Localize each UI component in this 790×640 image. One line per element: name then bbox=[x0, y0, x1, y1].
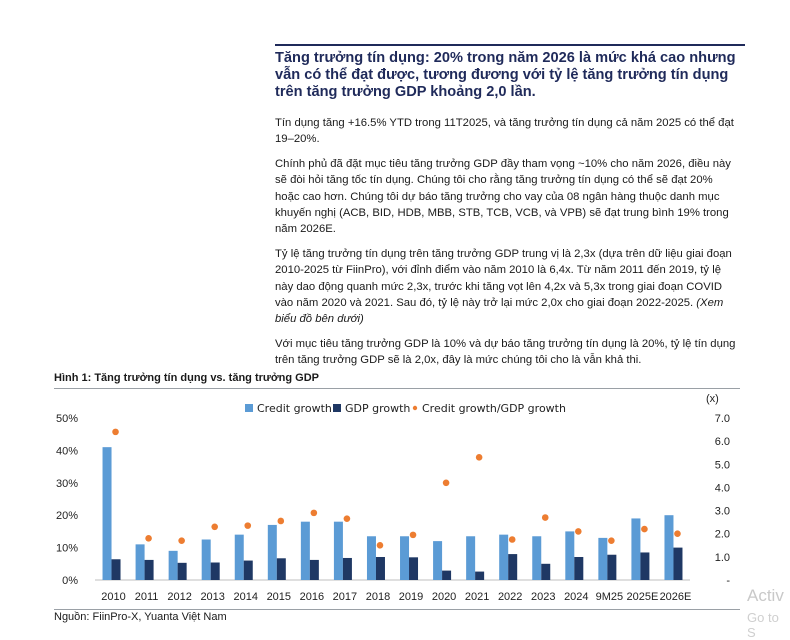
ratio-point bbox=[443, 480, 450, 487]
paragraph-2: Chính phủ đã đặt mục tiêu tăng trưởng GDP đầy tham vọng ~10% cho năm 2026, điều này sẽ đòi hỏi tăng tốc tín dụng. Chúng tôi cho rằng tăng trưởng tín dụng có thể sẽ đạt 20% hoặc cao hơn. Chúng tôi dự báo tăng trưởng cho vay của 08 ngân hàng thuộc danh mục khuyến nghị (ACB, BID, HDB, MBB, STB, TCB, VCB, và VPB) sẽ đạt trung bình 19% trong năm 2026E. bbox=[275, 157, 731, 236]
credit-growth-bar bbox=[466, 536, 475, 580]
gdp-growth-bar bbox=[376, 557, 385, 580]
ratio-point bbox=[410, 532, 417, 539]
legend-credit-label: Credit growth bbox=[257, 402, 332, 415]
ratio-point bbox=[178, 537, 185, 544]
ratio-point bbox=[674, 530, 681, 537]
y-right-tick-label: 4.0 bbox=[714, 482, 730, 495]
ratio-point bbox=[377, 542, 384, 549]
y-right-tick-label: 5.0 bbox=[714, 459, 730, 472]
ratio-point bbox=[244, 522, 251, 529]
ratio-point bbox=[542, 514, 549, 521]
legend-credit-swatch bbox=[245, 404, 253, 412]
ratio-point bbox=[311, 510, 318, 517]
gdp-growth-bar bbox=[508, 554, 517, 580]
y-left-tick-label: 40% bbox=[55, 445, 78, 458]
x-tick-label: 2021 bbox=[464, 591, 490, 603]
gdp-growth-bar bbox=[673, 548, 682, 580]
credit-growth-bar bbox=[103, 447, 112, 580]
x-tick-label: 2014 bbox=[233, 591, 258, 603]
credit-growth-bar bbox=[664, 515, 673, 580]
gdp-growth-bar bbox=[277, 558, 286, 580]
ratio-point bbox=[509, 536, 516, 543]
y-right-tick-label: 6.0 bbox=[714, 436, 730, 449]
x-tick-label: 2026E bbox=[659, 591, 692, 603]
activation-watermark: Activ bbox=[747, 586, 784, 605]
gdp-growth-bar bbox=[211, 563, 220, 580]
gdp-growth-bar bbox=[409, 557, 418, 580]
y-right-unit-label: (x) bbox=[706, 393, 719, 405]
gdp-growth-bar bbox=[244, 561, 253, 580]
x-tick-label: 2010 bbox=[101, 591, 126, 603]
gdp-growth-bar bbox=[640, 552, 649, 580]
x-tick-label: 2022 bbox=[497, 591, 523, 603]
credit-growth-bar bbox=[631, 518, 640, 580]
ratio-point bbox=[641, 526, 648, 533]
section-heading bbox=[275, 44, 745, 101]
legend-ratio-label: Credit growth/GDP growth bbox=[422, 402, 566, 415]
credit-growth-bar bbox=[499, 535, 508, 580]
credit-growth-bar bbox=[301, 522, 310, 580]
y-left-tick-label: 50% bbox=[55, 413, 78, 425]
credit-gdp-chart bbox=[50, 390, 740, 608]
activation-watermark-sub: Go to S bbox=[747, 610, 779, 640]
source-note: Nguồn: FiinPro-X, Yuanta Việt Nam bbox=[54, 609, 740, 623]
y-left-tick-label: 0% bbox=[62, 575, 78, 587]
ratio-point bbox=[145, 535, 152, 542]
x-tick-label: 2016 bbox=[299, 591, 325, 603]
heading-text: Tăng trưởng tín dụng: 20% trong năm 2026 là mức khá cao nhưng vẫn có thể đạt được, tương đương với tỷ lệ tăng trưởng tín dụng trên tăng trưởng GDP khoảng 2,0 lần. bbox=[275, 50, 736, 100]
paragraph-3-note: (Xem biểu đồ bên dưới) bbox=[275, 297, 724, 326]
legend-gdp-label: GDP growth bbox=[345, 402, 411, 415]
ratio-point bbox=[112, 429, 119, 436]
credit-growth-bar bbox=[433, 541, 442, 580]
y-right-tick-label: 7.0 bbox=[714, 413, 730, 425]
legend-gdp-swatch bbox=[333, 404, 341, 412]
x-tick-label: 2018 bbox=[365, 591, 391, 603]
y-left-tick-label: 20% bbox=[55, 510, 78, 523]
gdp-growth-bar bbox=[178, 563, 187, 580]
y-right-tick-label: 3.0 bbox=[714, 505, 730, 518]
credit-growth-bar bbox=[136, 544, 145, 580]
credit-growth-bar bbox=[235, 535, 244, 580]
gdp-growth-bar bbox=[310, 560, 319, 580]
gdp-growth-bar bbox=[112, 559, 121, 580]
ratio-point bbox=[608, 537, 615, 544]
credit-growth-bar bbox=[565, 531, 574, 580]
y-right-tick-label: 2.0 bbox=[714, 528, 730, 541]
x-tick-label: 2024 bbox=[564, 591, 589, 603]
credit-growth-bar bbox=[367, 536, 376, 580]
ratio-point bbox=[575, 528, 582, 535]
paragraph-1: Tín dụng tăng +16.5% YTD trong 11T2025, và tăng trưởng tín dụng cả năm 2025 có thể đạt 19–20%. bbox=[275, 117, 734, 146]
x-tick-label: 2015 bbox=[266, 591, 292, 603]
x-tick-label: 2012 bbox=[167, 591, 192, 603]
ratio-point bbox=[476, 454, 483, 461]
ratio-point bbox=[344, 515, 351, 522]
y-left-tick-label: 10% bbox=[55, 542, 78, 555]
gdp-growth-bar bbox=[574, 557, 583, 580]
gdp-growth-bar bbox=[343, 558, 352, 580]
credit-growth-bar bbox=[268, 525, 277, 580]
credit-growth-bar bbox=[532, 536, 541, 580]
ratio-point bbox=[278, 518, 285, 525]
x-tick-label: 2017 bbox=[332, 591, 358, 603]
gdp-growth-bar bbox=[475, 572, 484, 580]
x-tick-label: 2011 bbox=[134, 591, 159, 603]
x-tick-label: 2019 bbox=[398, 591, 424, 603]
figure-title: Hình 1: Tăng trưởng tín dụng vs. tăng trưởng GDP bbox=[54, 372, 740, 389]
x-tick-label: 9M25 bbox=[595, 591, 624, 603]
credit-growth-bar bbox=[598, 538, 607, 580]
paragraph-3 bbox=[275, 246, 737, 328]
x-tick-label: 2020 bbox=[431, 591, 457, 603]
gdp-growth-bar bbox=[541, 564, 550, 580]
ratio-point bbox=[211, 523, 218, 530]
x-tick-label: 2013 bbox=[200, 591, 225, 603]
gdp-growth-bar bbox=[145, 560, 154, 580]
x-tick-label: 2025E bbox=[626, 591, 659, 603]
credit-growth-bar bbox=[334, 522, 343, 580]
y-right-tick-label: 1.0 bbox=[714, 551, 730, 564]
gdp-growth-bar bbox=[607, 555, 616, 580]
credit-growth-bar bbox=[169, 551, 178, 580]
credit-growth-bar bbox=[202, 540, 211, 581]
credit-growth-bar bbox=[400, 536, 409, 580]
y-right-tick-label: - bbox=[726, 575, 730, 587]
y-left-tick-label: 30% bbox=[55, 477, 78, 490]
x-tick-label: 2023 bbox=[531, 591, 556, 603]
paragraph-3-text: Tỷ lệ tăng trưởng tín dụng trên tăng trưởng GDP trung vị là 2,3x (dựa trên dữ liệu giai đoạn 2010-2025 từ FiinPro), với đỉnh điểm vào năm 2010 là 6,4x. Từ năm 2011 đến 2019, tỷ lệ này dao động quanh mức 2,3x, trước khi tăng vọt lên 4,2x và 5,3x trong giai đoạn COVID vào năm 2020 và 2021. Sau đó, tỷ lệ này trở lại mức 2,0x cho giai đoạn 2022-2025. bbox=[275, 247, 732, 310]
gdp-growth-bar bbox=[442, 571, 451, 580]
body-text bbox=[275, 115, 737, 377]
legend-ratio-marker bbox=[413, 406, 417, 410]
paragraph-4: Với mục tiêu tăng trưởng GDP là 10% và dự báo tăng trưởng tín dụng là 20%, tỷ lệ tín dụng trên tăng trưởng GDP sẽ là 2,0x, đây là mức chúng tôi cho là vẫn khả thi. bbox=[275, 337, 736, 367]
